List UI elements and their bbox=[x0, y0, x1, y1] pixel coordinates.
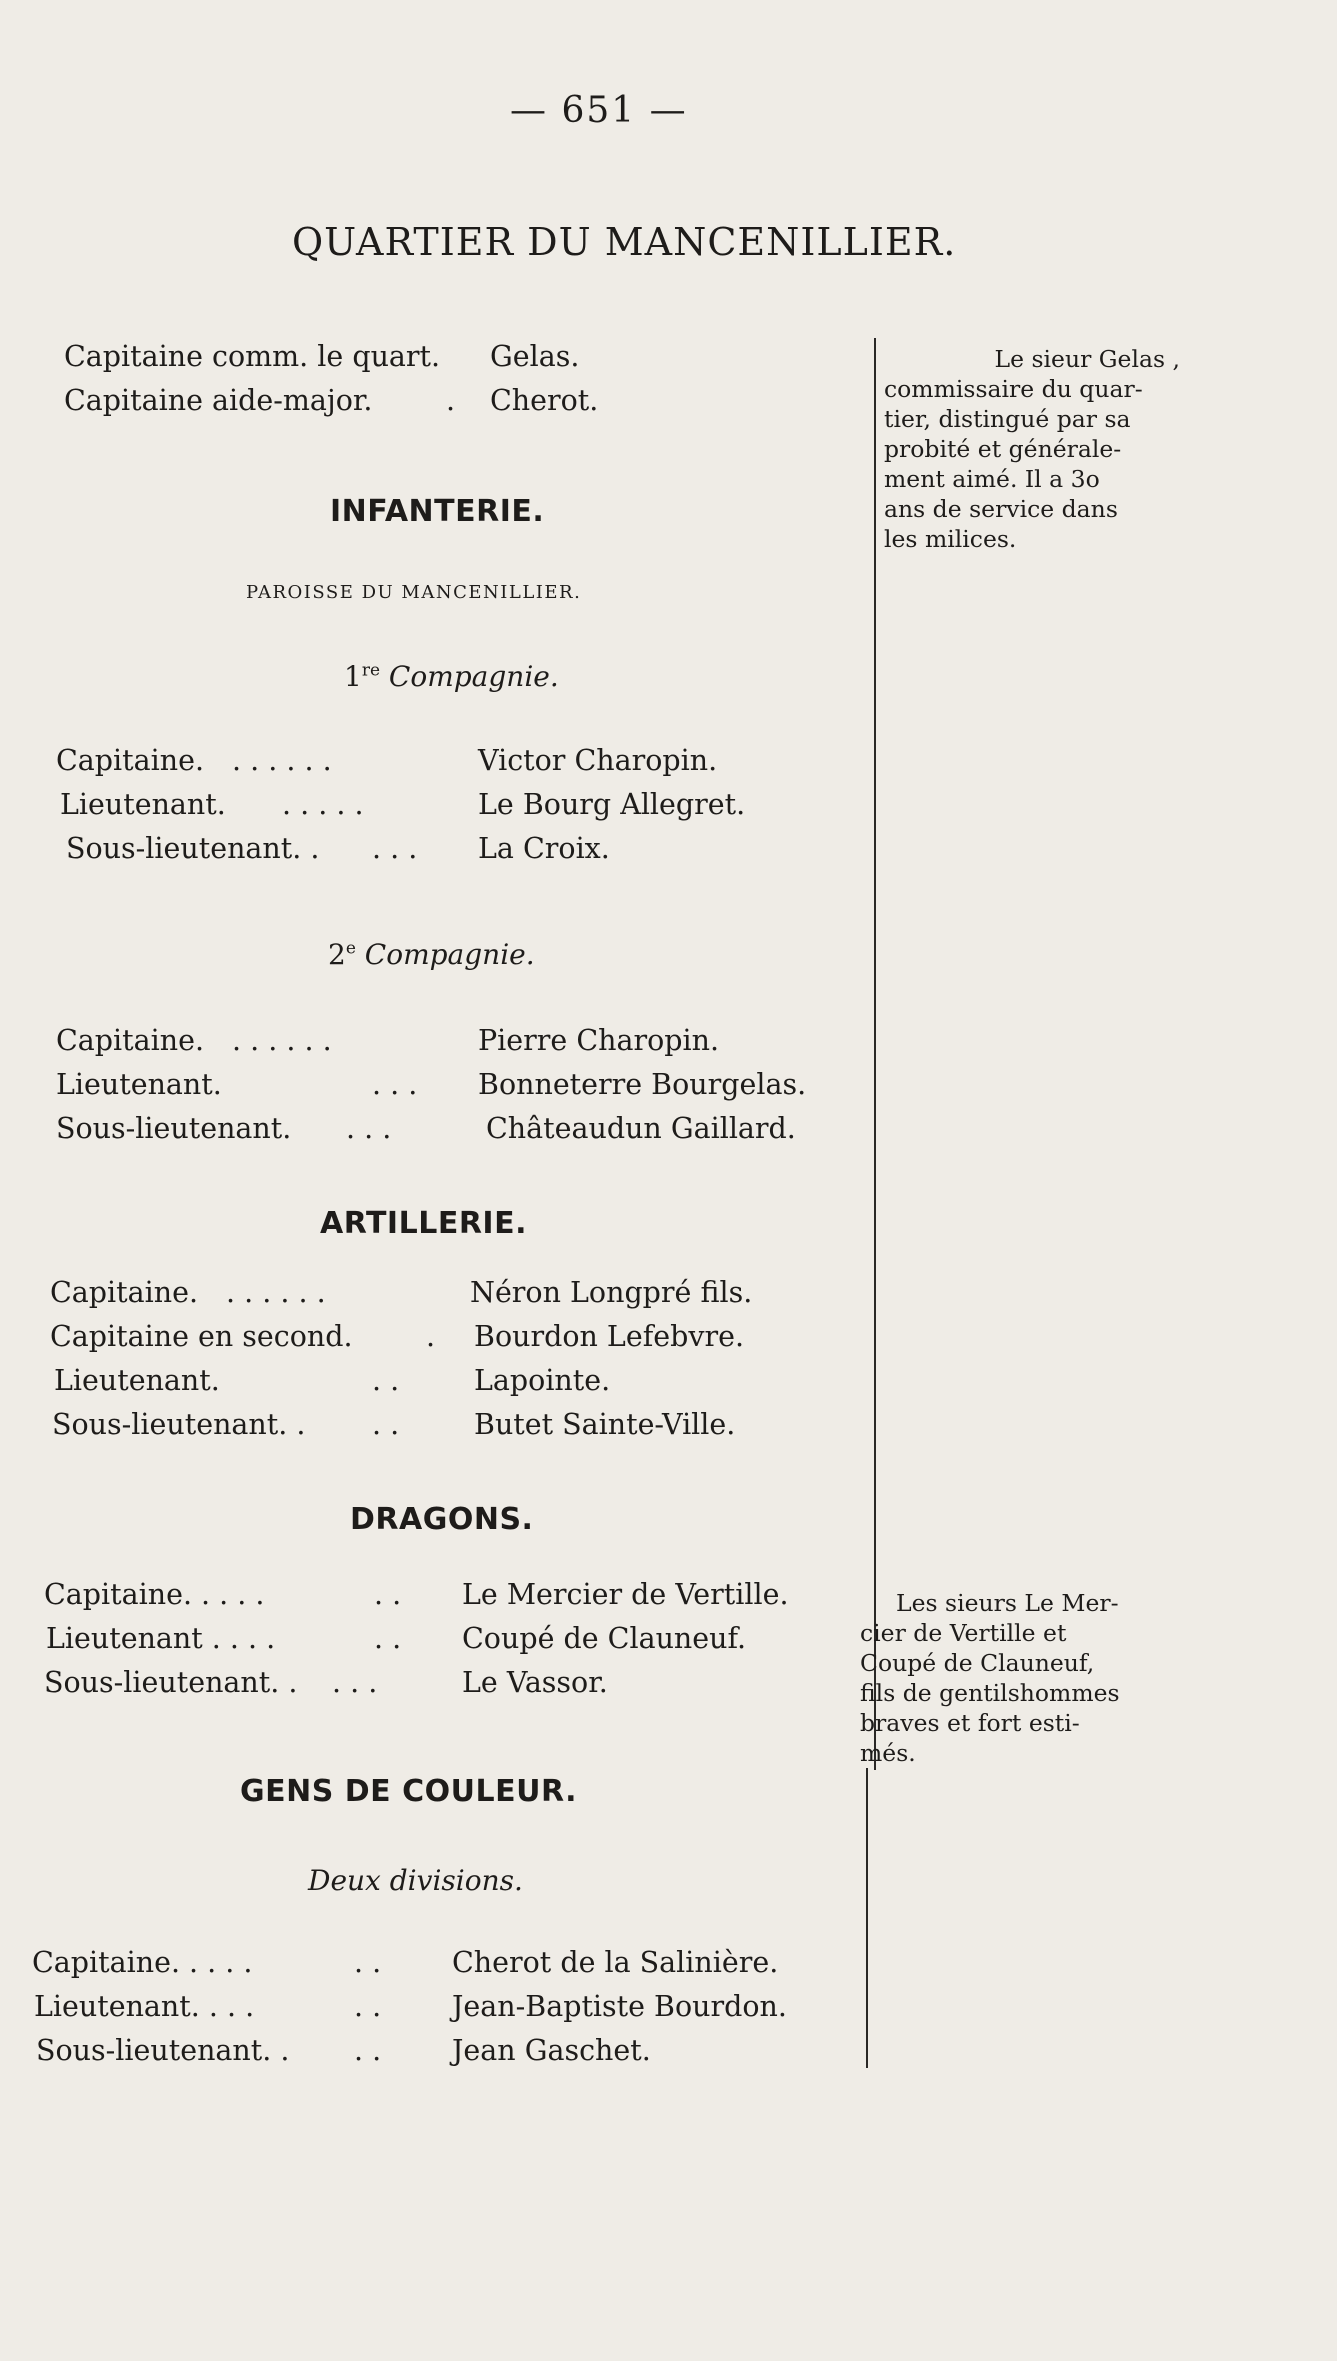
rank-label: Lieutenant. . . . bbox=[34, 1990, 255, 2023]
officer-name: Bourdon Lefebvre. bbox=[474, 1320, 744, 1353]
leader-dots: . . bbox=[354, 1990, 382, 2023]
column-rule bbox=[866, 1768, 868, 2068]
note-line: les milices. bbox=[884, 525, 1017, 553]
rank-label: Lieutenant. bbox=[54, 1364, 220, 1397]
leader-dots: . . . bbox=[372, 832, 418, 865]
officer-rank: Capitaine aide-major. bbox=[64, 384, 373, 417]
company-label: Compagnie. bbox=[388, 660, 559, 693]
note-line: tier, distingué par sa bbox=[884, 405, 1131, 433]
note-line: probité et générale- bbox=[884, 435, 1122, 463]
margin-note-gelas bbox=[884, 344, 1180, 554]
leader-dots: . . bbox=[354, 2034, 382, 2067]
rank-label: Capitaine. bbox=[56, 744, 204, 777]
rank-label: Sous-lieutenant. . bbox=[44, 1666, 298, 1699]
note-line: fils de gentilshommes bbox=[860, 1679, 1120, 1707]
note-line: ment aimé. Il a 3o bbox=[884, 465, 1100, 493]
rank-label: Capitaine. . . . . bbox=[44, 1578, 265, 1611]
leader-dots: . . bbox=[374, 1578, 402, 1611]
leader-dots: . . . bbox=[372, 1068, 418, 1101]
section-heading-dragons: DRAGONS. bbox=[350, 1502, 534, 1537]
rank-label: Lieutenant. bbox=[56, 1068, 222, 1101]
rank-label: Capitaine. bbox=[56, 1024, 204, 1057]
officer-name: Jean Gaschet. bbox=[452, 2034, 651, 2067]
officer-name: Gelas. bbox=[490, 340, 580, 373]
note-line: commissaire du quar- bbox=[884, 375, 1143, 403]
officer-name: La Croix. bbox=[478, 832, 610, 865]
rank-label: Lieutenant. bbox=[60, 788, 226, 821]
note-line: Les sieurs Le Mer- bbox=[896, 1589, 1119, 1617]
rank-label: Sous-lieutenant. . bbox=[36, 2034, 290, 2067]
company-number: 1 bbox=[344, 660, 362, 693]
section-heading-artillerie: ARTILLERIE. bbox=[320, 1206, 527, 1241]
officer-name: Bonneterre Bourgelas. bbox=[478, 1068, 807, 1101]
officer-name: Le Bourg Allegret. bbox=[478, 788, 746, 821]
leader-dots: . . . . . . bbox=[232, 744, 332, 777]
note-line: Coupé de Clauneuf, bbox=[860, 1649, 1095, 1677]
officer-name: Lapointe. bbox=[474, 1364, 611, 1397]
leader-dots: . . bbox=[354, 1946, 382, 1979]
officer-name: Jean-Baptiste Bourdon. bbox=[452, 1990, 787, 2023]
officer-name: Cherot. bbox=[490, 384, 599, 417]
rank-label: Sous-lieutenant. . bbox=[52, 1408, 306, 1441]
leader-dots: . bbox=[426, 1320, 436, 1353]
company-heading bbox=[344, 660, 559, 693]
officer-name: Le Vassor. bbox=[462, 1666, 608, 1699]
officer-name: Coupé de Clauneuf. bbox=[462, 1622, 747, 1655]
officer-name: Le Mercier de Vertille. bbox=[462, 1578, 789, 1611]
rank-label: Sous-lieutenant. bbox=[56, 1112, 292, 1145]
company-number-suffix: re bbox=[361, 660, 381, 681]
company-number: 2 bbox=[328, 938, 346, 971]
officer-name: Cherot de la Salinière. bbox=[452, 1946, 779, 1979]
officer-name: Butet Sainte-Ville. bbox=[474, 1408, 736, 1441]
company-label: Compagnie. bbox=[364, 938, 535, 971]
section-heading-infanterie: INFANTERIE. bbox=[330, 494, 545, 529]
leader-dots: . . bbox=[374, 1622, 402, 1655]
rank-label: Sous-lieutenant. . bbox=[66, 832, 320, 865]
rank-label: Lieutenant . . . . bbox=[46, 1622, 276, 1655]
margin-note-dragons bbox=[860, 1588, 1170, 1768]
officer-name: Châteaudun Gaillard. bbox=[486, 1112, 796, 1145]
leader-dots: . . . . . . bbox=[226, 1276, 326, 1309]
leader-dots: . . bbox=[372, 1364, 400, 1397]
parish-heading: PAROISSE DU MANCENILLIER. bbox=[246, 582, 582, 603]
note-line: més. bbox=[860, 1739, 916, 1767]
subheading-divisions bbox=[308, 1864, 523, 1897]
company-heading bbox=[328, 938, 535, 971]
note-line: Le sieur Gelas , bbox=[994, 345, 1180, 373]
leader-dots: . . . . . . bbox=[232, 1024, 332, 1057]
officer-name: Pierre Charopin. bbox=[478, 1024, 720, 1057]
leader-dots: . . . bbox=[346, 1112, 392, 1145]
rank-label: Capitaine en second. bbox=[50, 1320, 353, 1353]
officer-rank: Capitaine comm. le quart. bbox=[64, 340, 441, 373]
company-number-suffix: e bbox=[345, 938, 356, 959]
page-title: QUARTIER DU MANCENILLIER. bbox=[292, 220, 957, 264]
section-heading-gens-de-couleur: GENS DE COULEUR. bbox=[240, 1774, 578, 1809]
note-line: braves et fort esti- bbox=[860, 1709, 1080, 1737]
officer-dots: . bbox=[446, 384, 456, 417]
leader-dots: . . . . . bbox=[282, 788, 364, 821]
subheading-text: Deux divisions. bbox=[308, 1864, 523, 1897]
officer-name: Néron Longpré fils. bbox=[470, 1276, 753, 1309]
leader-dots: . . . bbox=[332, 1666, 378, 1699]
rank-label: Capitaine. . . . . bbox=[32, 1946, 253, 1979]
officer-name: Victor Charopin. bbox=[478, 744, 718, 777]
page-number: — 651 — bbox=[510, 90, 688, 131]
column-rule bbox=[874, 338, 876, 1770]
note-line: ans de service dans bbox=[884, 495, 1118, 523]
note-line: cier de Vertille et bbox=[860, 1619, 1067, 1647]
leader-dots: . . bbox=[372, 1408, 400, 1441]
rank-label: Capitaine. bbox=[50, 1276, 198, 1309]
